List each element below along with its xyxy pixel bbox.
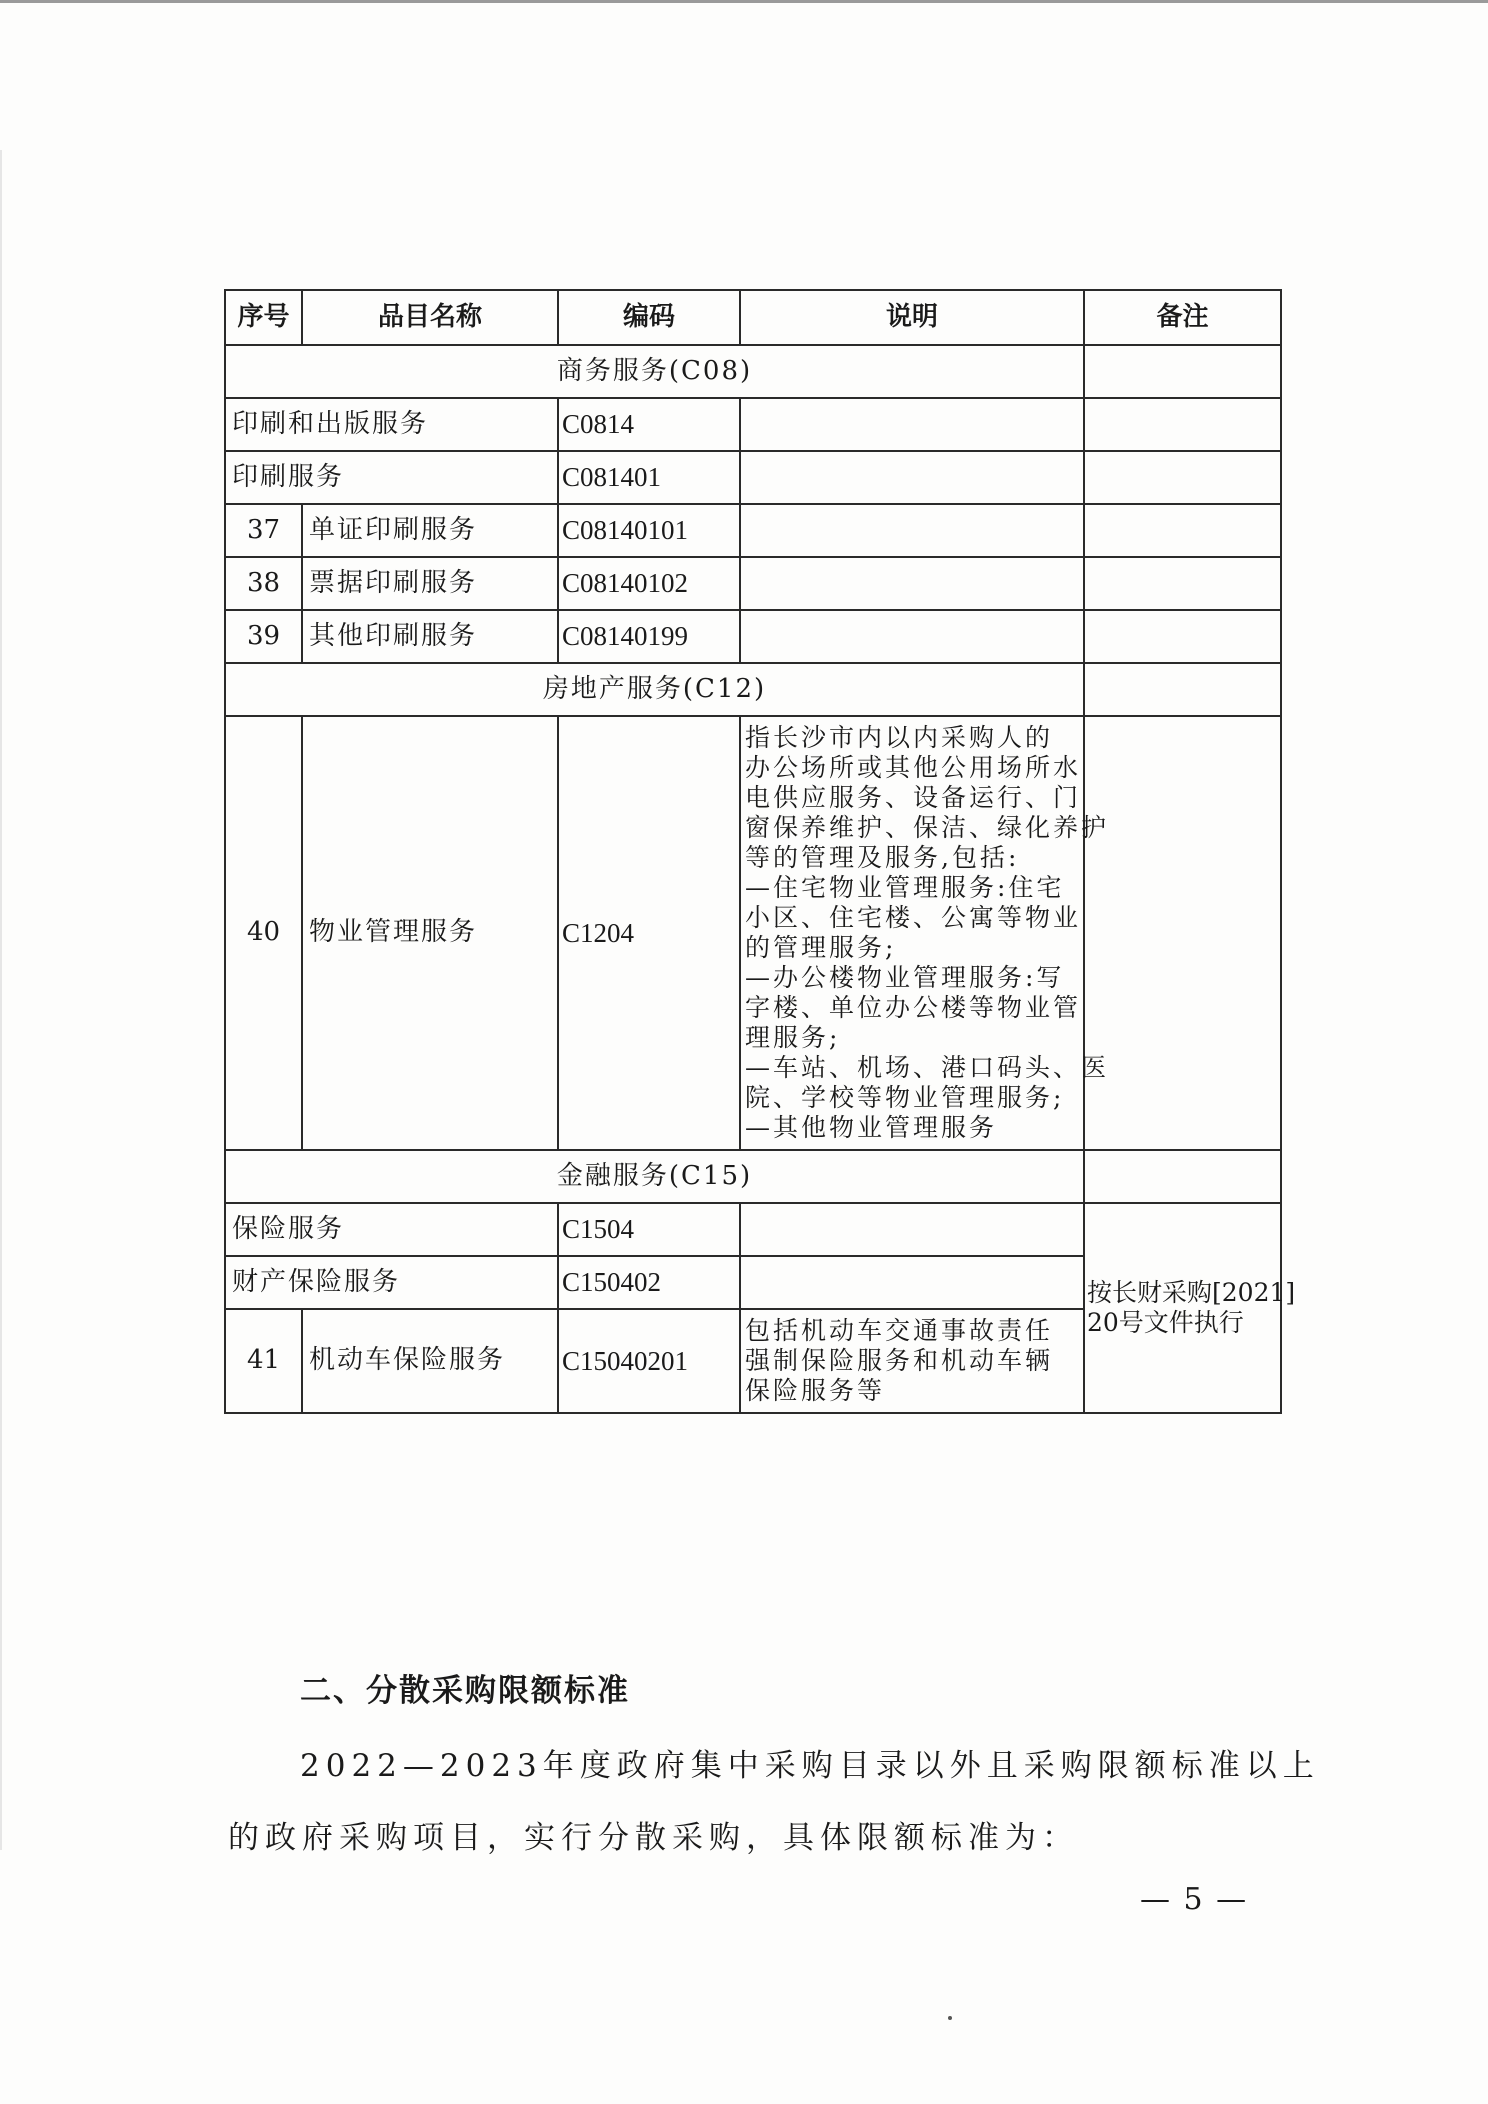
section-label: 房地产服务(C12): [225, 663, 1084, 716]
serial-number: 38: [225, 557, 302, 610]
description-cell: [740, 1203, 1084, 1256]
item-name: 印刷服务: [225, 451, 558, 504]
remarks-cell-finance: [1084, 1203, 1296, 1413]
scan-left-edge: [0, 150, 2, 1850]
header-code: 编码: [558, 290, 740, 345]
serial-number: 40: [225, 716, 302, 1150]
table-row: [225, 398, 1281, 451]
item-code: C150402: [558, 1256, 740, 1309]
remarks-line: 按长财采购[2021]: [1087, 1278, 1296, 1307]
scan-speck: [948, 2016, 952, 2020]
item-code: C15040201: [558, 1309, 740, 1413]
description-line: —车站、机场、港口码头、医: [745, 1053, 1110, 1082]
description-cell: [740, 716, 1110, 1150]
description-line: 小区、住宅楼、公寓等物业: [745, 903, 1082, 932]
item-name: 机动车保险服务: [302, 1309, 558, 1413]
table-row: [225, 610, 1281, 663]
remarks-cell: [1084, 610, 1281, 663]
remarks-cell: [1084, 557, 1281, 610]
description-line: 等的管理及服务,包括:: [745, 843, 1020, 872]
item-name: 物业管理服务: [302, 716, 558, 1150]
description-cell: [740, 1309, 1084, 1413]
item-name: 单证印刷服务: [302, 504, 558, 557]
section-heading: 二、分散采购限额标准: [300, 1673, 630, 1709]
description-line: —办公楼物业管理服务:写: [745, 963, 1065, 992]
description-line: 的管理服务;: [745, 933, 897, 962]
header-remarks: 备注: [1084, 290, 1281, 345]
header-serial: 序号: [225, 290, 302, 345]
item-name: 保险服务: [225, 1203, 558, 1256]
remarks-cell: [1084, 451, 1281, 504]
section-row-business: [225, 345, 1281, 398]
description-line: 包括机动车交通事故责任: [745, 1316, 1054, 1345]
table-header-row: [225, 290, 1281, 345]
remarks-cell: [1084, 345, 1281, 398]
description-line: —其他物业管理服务: [745, 1113, 998, 1142]
paragraph-line: 2022—2023年度政府集中采购目录以外且采购限额标准以上: [300, 1748, 1320, 1784]
serial-number: 37: [225, 504, 302, 557]
section-row-finance: [225, 1150, 1281, 1203]
remarks-cell: [1084, 504, 1281, 557]
description-line: 理服务;: [745, 1023, 841, 1052]
item-code: C081401: [558, 451, 740, 504]
scan-top-border: [0, 0, 1488, 3]
item-code: C08140199: [558, 610, 740, 663]
table-row: [225, 716, 1281, 1150]
remarks-cell: [1084, 1150, 1281, 1203]
header-description: 说明: [740, 290, 1084, 345]
description-cell: [740, 451, 1084, 504]
section-label: 商务服务(C08): [225, 345, 1084, 398]
item-code: C08140102: [558, 557, 740, 610]
item-code: C0814: [558, 398, 740, 451]
remarks-cell: [1084, 716, 1281, 1150]
header-item-name: 品目名称: [302, 290, 558, 345]
item-code: C08140101: [558, 504, 740, 557]
description-cell: [740, 610, 1084, 663]
description-line: 字楼、单位办公楼等物业管: [745, 993, 1082, 1022]
table-row: [225, 504, 1281, 557]
description-cell: [740, 504, 1084, 557]
description-line: 窗保养维护、保洁、绿化养护: [745, 813, 1110, 842]
description-line: —住宅物业管理服务:住宅: [745, 873, 1065, 902]
item-code: C1504: [558, 1203, 740, 1256]
procurement-catalog-table: [224, 289, 1296, 1414]
item-name: 财产保险服务: [225, 1256, 558, 1309]
description-line: 电供应服务、设备运行、门: [745, 783, 1082, 812]
description-cell: [740, 557, 1084, 610]
table-row: [225, 451, 1281, 504]
table-row: [225, 557, 1281, 610]
item-name: 其他印刷服务: [302, 610, 558, 663]
description-line: 指长沙市内以内采购人的: [745, 723, 1054, 752]
section-label: 金融服务(C15): [225, 1150, 1084, 1203]
remarks-cell: [1084, 398, 1281, 451]
table-row: [225, 1203, 1281, 1256]
description-line: 保险服务等: [745, 1376, 886, 1405]
remarks-cell: [1084, 663, 1281, 716]
page-number: — 5 —: [1140, 1882, 1249, 1917]
serial-number: 39: [225, 610, 302, 663]
item-name: 票据印刷服务: [302, 557, 558, 610]
description-line: 院、学校等物业管理服务;: [745, 1083, 1065, 1112]
serial-number: 41: [225, 1309, 302, 1413]
item-name: 印刷和出版服务: [225, 398, 558, 451]
description-line: 强制保险服务和机动车辆: [745, 1346, 1054, 1375]
section-row-realestate: [225, 663, 1281, 716]
description-cell: [740, 1256, 1084, 1309]
item-code: C1204: [558, 716, 740, 1150]
description-cell: [740, 398, 1084, 451]
paragraph-line: 的政府采购项目，实行分散采购，具体限额标准为：: [228, 1820, 1079, 1856]
description-line: 办公场所或其他公用场所水: [745, 753, 1082, 782]
remarks-line: 20号文件执行: [1087, 1308, 1244, 1337]
